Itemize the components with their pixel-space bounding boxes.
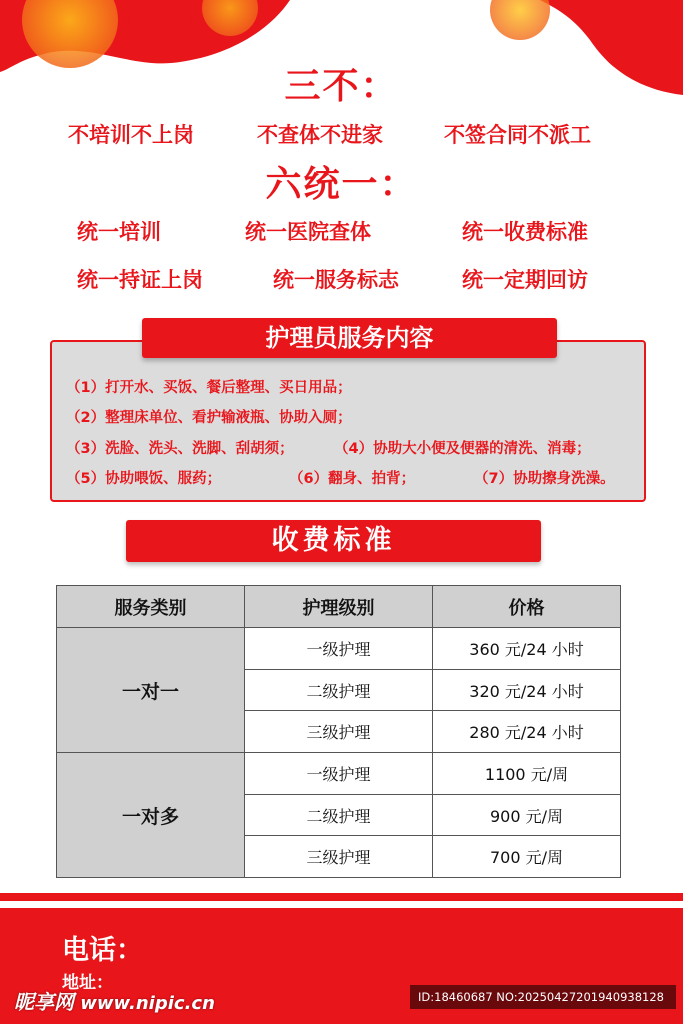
watermark-url: www.nipic.cn xyxy=(80,993,215,1014)
level-cell: 一级护理 xyxy=(245,628,433,670)
six-unify-heading: 六统一： xyxy=(265,164,418,205)
category-cell: 一对多 xyxy=(57,753,245,878)
service-line: （2）整理床单位、看护输液瓶、协助入厕； xyxy=(66,410,352,426)
category-cell: 一对一 xyxy=(57,628,245,753)
fee-title-banner: 收费标准 xyxy=(126,520,541,562)
price-cell: 320 元/24 小时 xyxy=(433,669,621,711)
level-cell: 三级护理 xyxy=(245,836,433,878)
service-item: （4）协助大小便及便器的清洗、消毒； xyxy=(334,441,591,457)
three-no-heading: 三不： xyxy=(284,66,399,107)
level-cell: 三级护理 xyxy=(245,711,433,753)
level-cell: 二级护理 xyxy=(245,669,433,711)
six-unify-item: 统一定期回访 xyxy=(462,268,588,292)
three-no-item: 不签合同不派工 xyxy=(444,123,591,147)
price-cell: 900 元/周 xyxy=(433,794,621,836)
three-no-item: 不培训不上岗 xyxy=(68,123,194,147)
price-cell: 280 元/24 小时 xyxy=(433,711,621,753)
level-cell: 一级护理 xyxy=(245,753,433,795)
header-care-level: 护理级别 xyxy=(245,586,433,628)
price-cell: 700 元/周 xyxy=(433,836,621,878)
six-unify-item: 统一持证上岗 xyxy=(77,268,203,292)
fee-table xyxy=(56,585,621,878)
price-cell: 1100 元/周 xyxy=(433,753,621,795)
table-row xyxy=(57,628,621,670)
six-unify-item: 统一收费标准 xyxy=(462,220,588,244)
phone-label: 电话： xyxy=(62,935,143,966)
six-unify-item: 统一医院查体 xyxy=(245,220,371,244)
six-unify-item: 统一培训 xyxy=(77,220,161,244)
table-header-row xyxy=(57,586,621,628)
table-row xyxy=(57,753,621,795)
service-item: （5）协助喂饭、服药； xyxy=(66,471,222,487)
service-content-panel xyxy=(50,340,646,502)
address-label: 地址： xyxy=(62,973,113,993)
service-item: （7）协助擦身洗澡。 xyxy=(474,471,615,487)
level-cell: 二级护理 xyxy=(245,794,433,836)
watermark-brand: 昵享网 xyxy=(14,990,74,1014)
service-item: （6）翻身、拍背； xyxy=(289,471,416,487)
image-id-strip: ID:18460687 NO:20250427201940938128 xyxy=(410,985,676,1009)
service-item: （3）洗脸、洗头、洗脚、刮胡须； xyxy=(66,441,294,457)
service-title-banner: 护理员服务内容 xyxy=(142,318,557,358)
service-line: （1）打开水、买饭、餐后整理、买日用品； xyxy=(66,380,352,396)
header-price: 价格 xyxy=(433,586,621,628)
header-service-type: 服务类别 xyxy=(57,586,245,628)
footer-stripe xyxy=(0,893,683,901)
price-cell: 360 元/24 小时 xyxy=(433,628,621,670)
three-no-item: 不查体不进家 xyxy=(257,123,383,147)
watermark-logo xyxy=(14,986,215,1015)
six-unify-item: 统一服务标志 xyxy=(273,268,399,292)
